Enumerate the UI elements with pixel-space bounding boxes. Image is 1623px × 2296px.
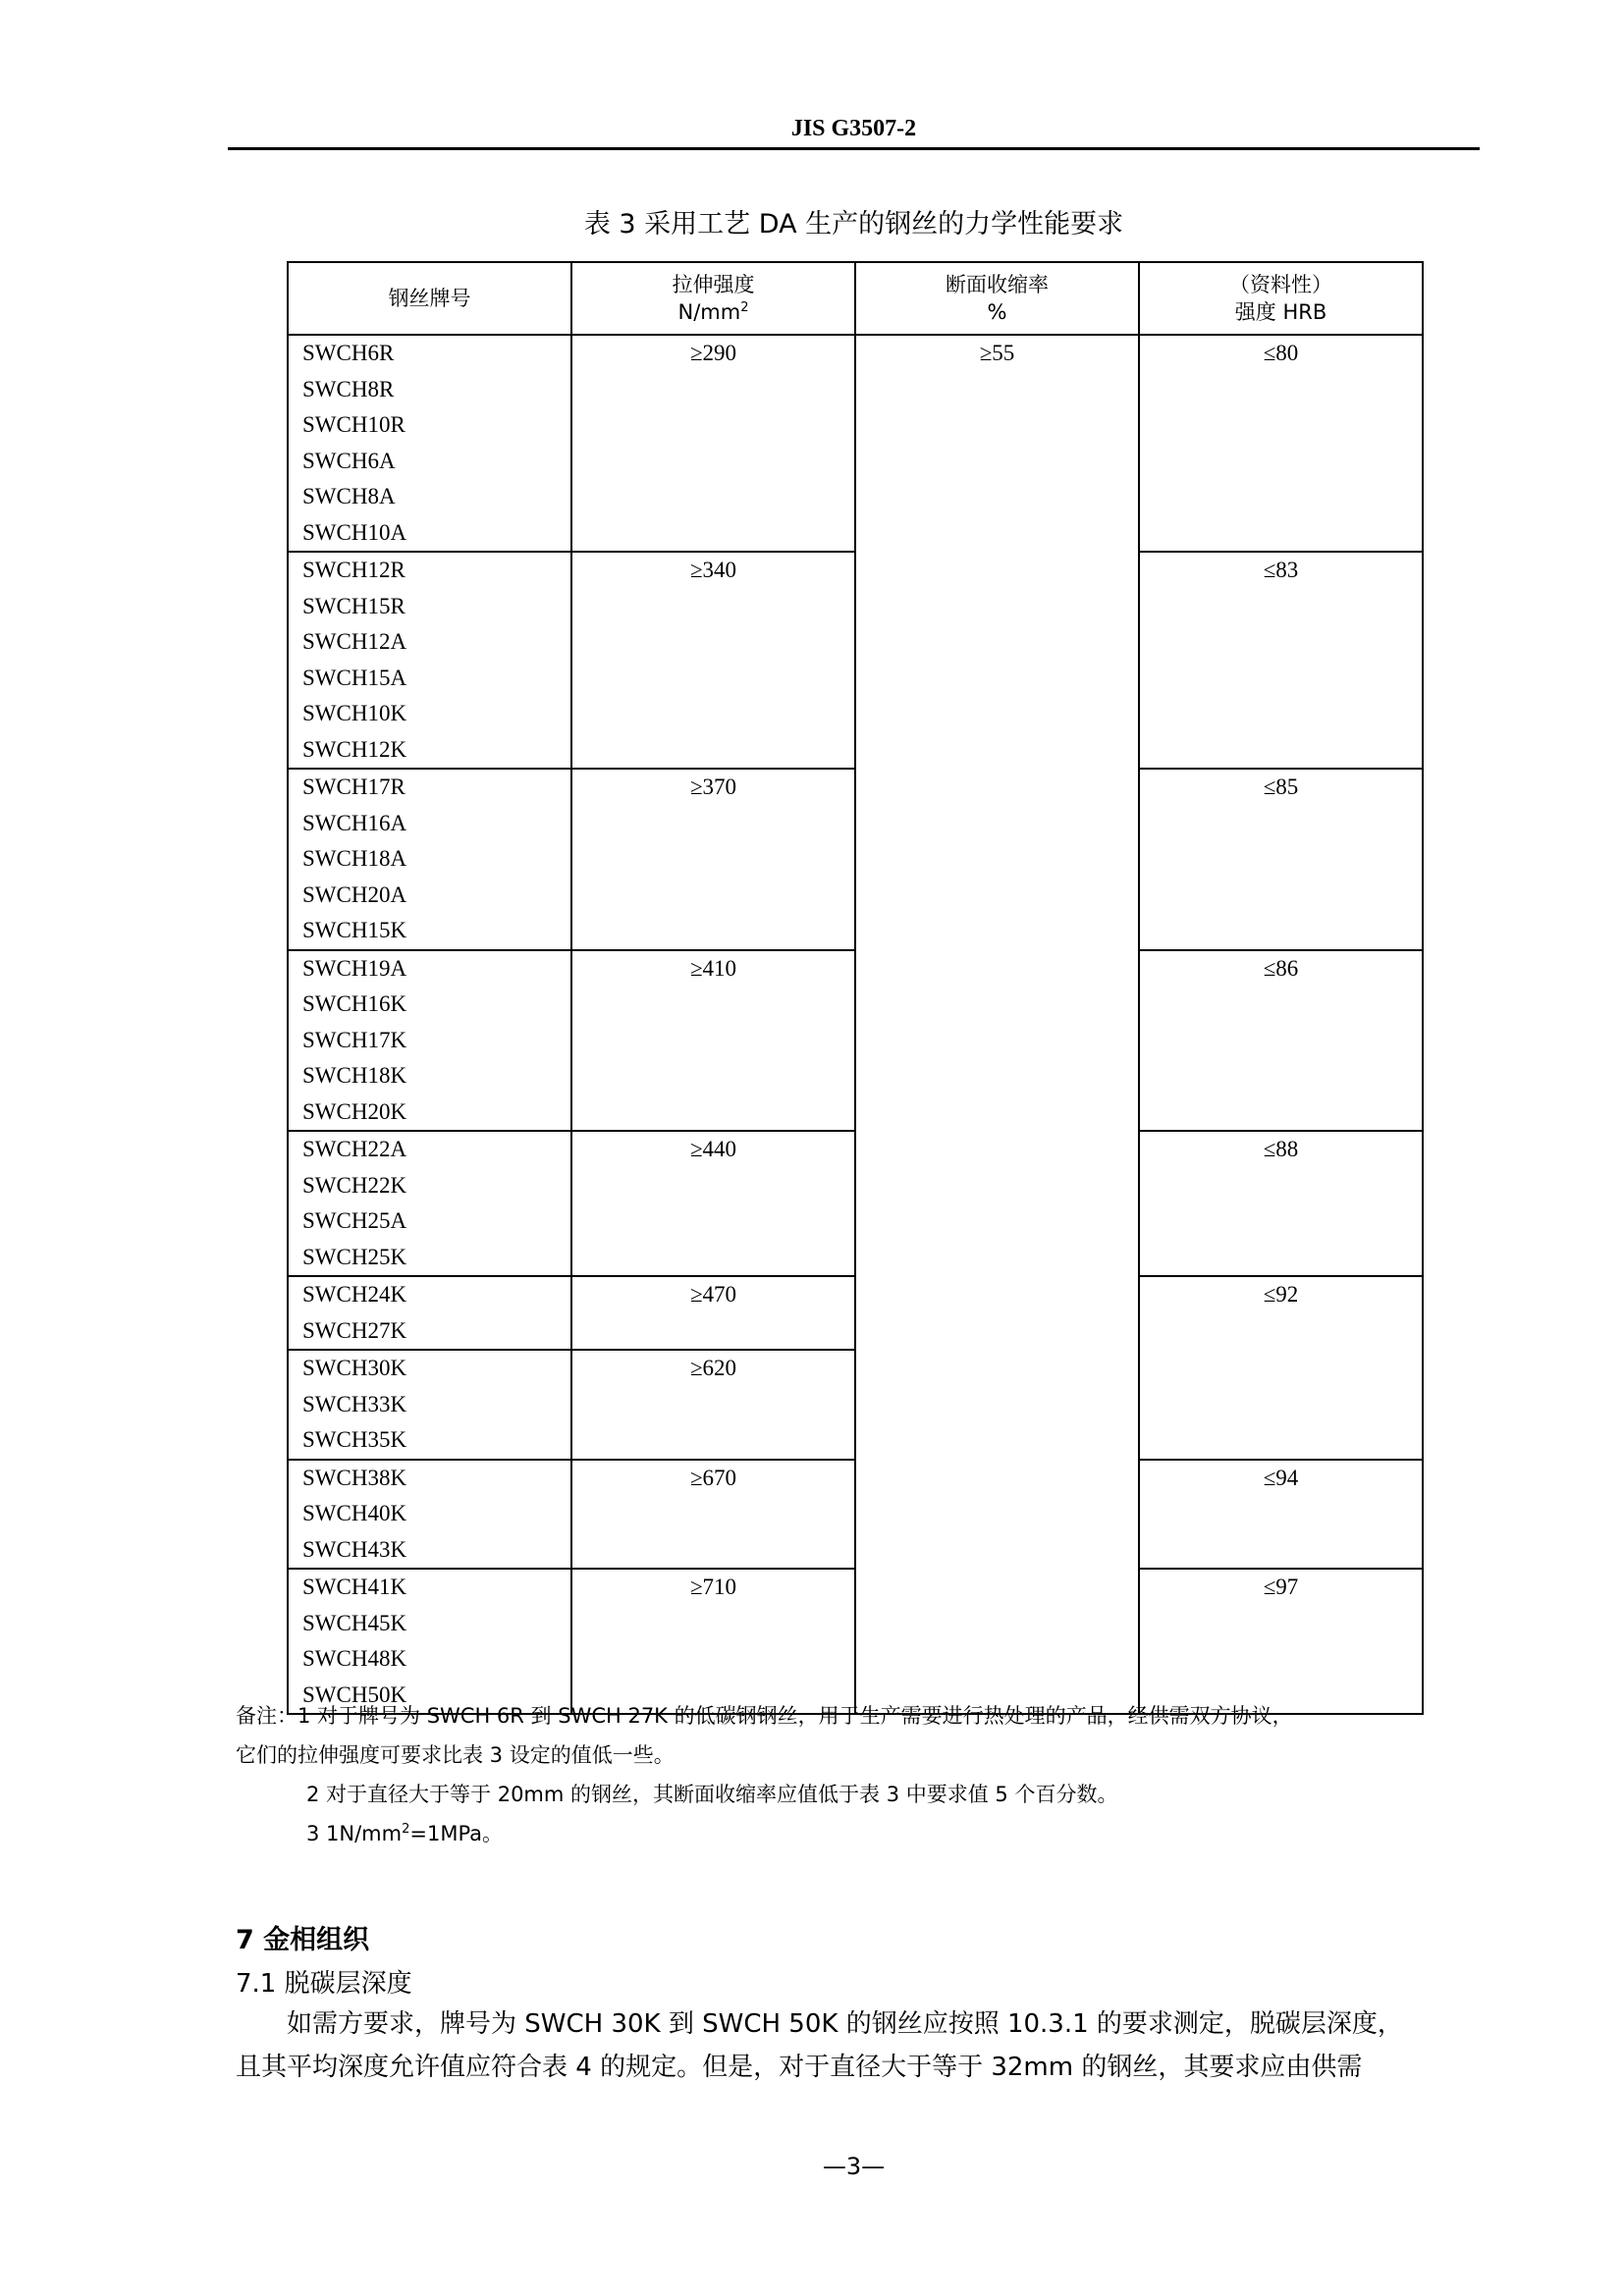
grade-item: SWCH22A: [302, 1137, 407, 1161]
grade-item: SWCH20K: [302, 1098, 407, 1124]
tensile-strength-value: ≥710: [571, 1569, 855, 1714]
grade-item: SWCH20A: [302, 881, 407, 907]
grade-item: SWCH35K: [302, 1427, 407, 1452]
tensile-strength-value: ≥620: [571, 1350, 855, 1460]
grade-item: SWCH12K: [302, 736, 407, 762]
grade-item: SWCH12R: [302, 558, 406, 582]
tensile-strength-value: ≥440: [571, 1131, 855, 1276]
note-1-line-1: 备注：1 对于牌号为 SWCH 6R 到 SWCH 27K 的低碳钢钢丝，用于生产需要进行热处理的产品，经供需双方协议，: [236, 1704, 1293, 1728]
grade-item: SWCH45K: [302, 1610, 407, 1635]
grade-item: SWCH12A: [302, 629, 407, 654]
grade-item: SWCH18K: [302, 1063, 407, 1088]
grade-item: SWCH24K: [302, 1282, 407, 1307]
grade-item: SWCH50K: [302, 1682, 407, 1707]
hardness-value: ≤85: [1139, 769, 1423, 950]
tensile-strength-value: ≥370: [571, 769, 855, 950]
paragraph-line-1: 如需方要求，牌号为 SWCH 30K 到 SWCH 50K 的钢丝应按照 10.3.1 的要求测定，脱碳层深度，: [287, 2009, 1403, 2039]
grade-list-cell: [288, 335, 571, 552]
grade-item: SWCH30K: [302, 1356, 407, 1380]
grade-list-cell: [288, 1131, 571, 1276]
grade-item: SWCH33K: [302, 1391, 407, 1416]
grade-item: SWCH19A: [302, 955, 407, 981]
header-grade: 钢丝牌号: [288, 262, 571, 335]
hardness-value: ≤80: [1139, 335, 1423, 552]
grade-item: SWCH10A: [302, 519, 407, 545]
grade-item: SWCH15R: [302, 593, 406, 618]
table-notes: [236, 1696, 1478, 1853]
grade-item: SWCH15K: [302, 918, 407, 942]
hardness-value: ≤92: [1139, 1276, 1423, 1460]
grade-item: SWCH8A: [302, 484, 396, 508]
grade-item: SWCH25K: [302, 1244, 407, 1269]
header-hardness: （资料性） 强度 HRB: [1139, 262, 1423, 335]
section-7-1-heading: 7.1 脱碳层深度: [236, 1969, 412, 1999]
note-2: 2 对于直径大于等于 20mm 的钢丝，其断面收缩率应值低于表 3 中要求值 5 个百分数。: [306, 1783, 1118, 1806]
tensile-strength-value: ≥670: [571, 1460, 855, 1570]
table-caption: 表 3 采用工艺 DA 生产的钢丝的力学性能要求: [583, 209, 1124, 240]
mechanical-properties-table: [287, 261, 1424, 1715]
table-header-row: [288, 262, 1423, 335]
grade-list-cell: [288, 1460, 571, 1570]
grade-item: SWCH16K: [302, 991, 407, 1016]
grade-item: SWCH17R: [302, 774, 406, 799]
header-rule: [228, 147, 1480, 150]
grade-item: SWCH41K: [302, 1575, 407, 1599]
grade-list-cell: [288, 950, 571, 1132]
reduction-of-area-value: ≥55: [855, 335, 1139, 1714]
hardness-value: ≤83: [1139, 552, 1423, 769]
grade-item: SWCH6A: [302, 448, 396, 473]
hardness-value: ≤97: [1139, 1569, 1423, 1714]
section-7-1-paragraph: [236, 2002, 1478, 2089]
grade-list-cell: [288, 1276, 571, 1350]
grade-item: SWCH6R: [302, 341, 395, 365]
grade-item: SWCH10K: [302, 701, 407, 725]
grade-item: SWCH16A: [302, 810, 407, 835]
header-reduction-of-area: 断面收缩率 %: [855, 262, 1139, 335]
section-7-heading: 7 金相组织: [236, 1925, 370, 1955]
hardness-value: ≤88: [1139, 1131, 1423, 1276]
grade-item: SWCH25A: [302, 1208, 407, 1233]
tensile-strength-value: ≥340: [571, 552, 855, 769]
tensile-strength-value: ≥290: [571, 335, 855, 552]
grade-list-cell: [288, 1350, 571, 1460]
grade-item: SWCH27K: [302, 1317, 407, 1343]
header-tensile-strength: 拉伸强度 $N/mm^2$: [571, 262, 855, 335]
hardness-value: ≤94: [1139, 1460, 1423, 1570]
grade-list-cell: [288, 769, 571, 950]
note-1-line-2: 它们的拉伸强度可要求比表 3 设定的值低一些。: [236, 1743, 675, 1767]
grade-item: SWCH18A: [302, 846, 407, 871]
grade-item: SWCH10R: [302, 412, 406, 437]
grade-item: SWCH15A: [302, 665, 407, 690]
table-row: [288, 335, 1423, 552]
tensile-unit: N/mm: [677, 300, 741, 324]
paragraph-line-2: 且其平均深度允许值应符合表 4 的规定。但是，对于直径大于等于 32mm 的钢丝，其要求应由供需: [236, 2053, 1363, 2082]
grade-item: SWCH43K: [302, 1536, 407, 1562]
grade-item: SWCH17K: [302, 1027, 407, 1052]
tensile-strength-value: ≥410: [571, 950, 855, 1132]
document-code-header: JIS G3507-2: [790, 116, 917, 141]
grade-item: SWCH40K: [302, 1501, 407, 1525]
page-number: —3—: [822, 2153, 886, 2180]
grade-item: SWCH22K: [302, 1172, 407, 1198]
tensile-strength-value: ≥470: [571, 1276, 855, 1350]
grade-item: SWCH8R: [302, 376, 395, 401]
grade-list-cell: [288, 552, 571, 769]
hardness-value: ≤86: [1139, 950, 1423, 1132]
grade-item: SWCH48K: [302, 1646, 407, 1671]
grade-item: SWCH38K: [302, 1465, 407, 1490]
note-3: 3 $1N/mm^2=1MPa$。: [306, 1822, 504, 1845]
grade-list-cell: [288, 1569, 571, 1714]
